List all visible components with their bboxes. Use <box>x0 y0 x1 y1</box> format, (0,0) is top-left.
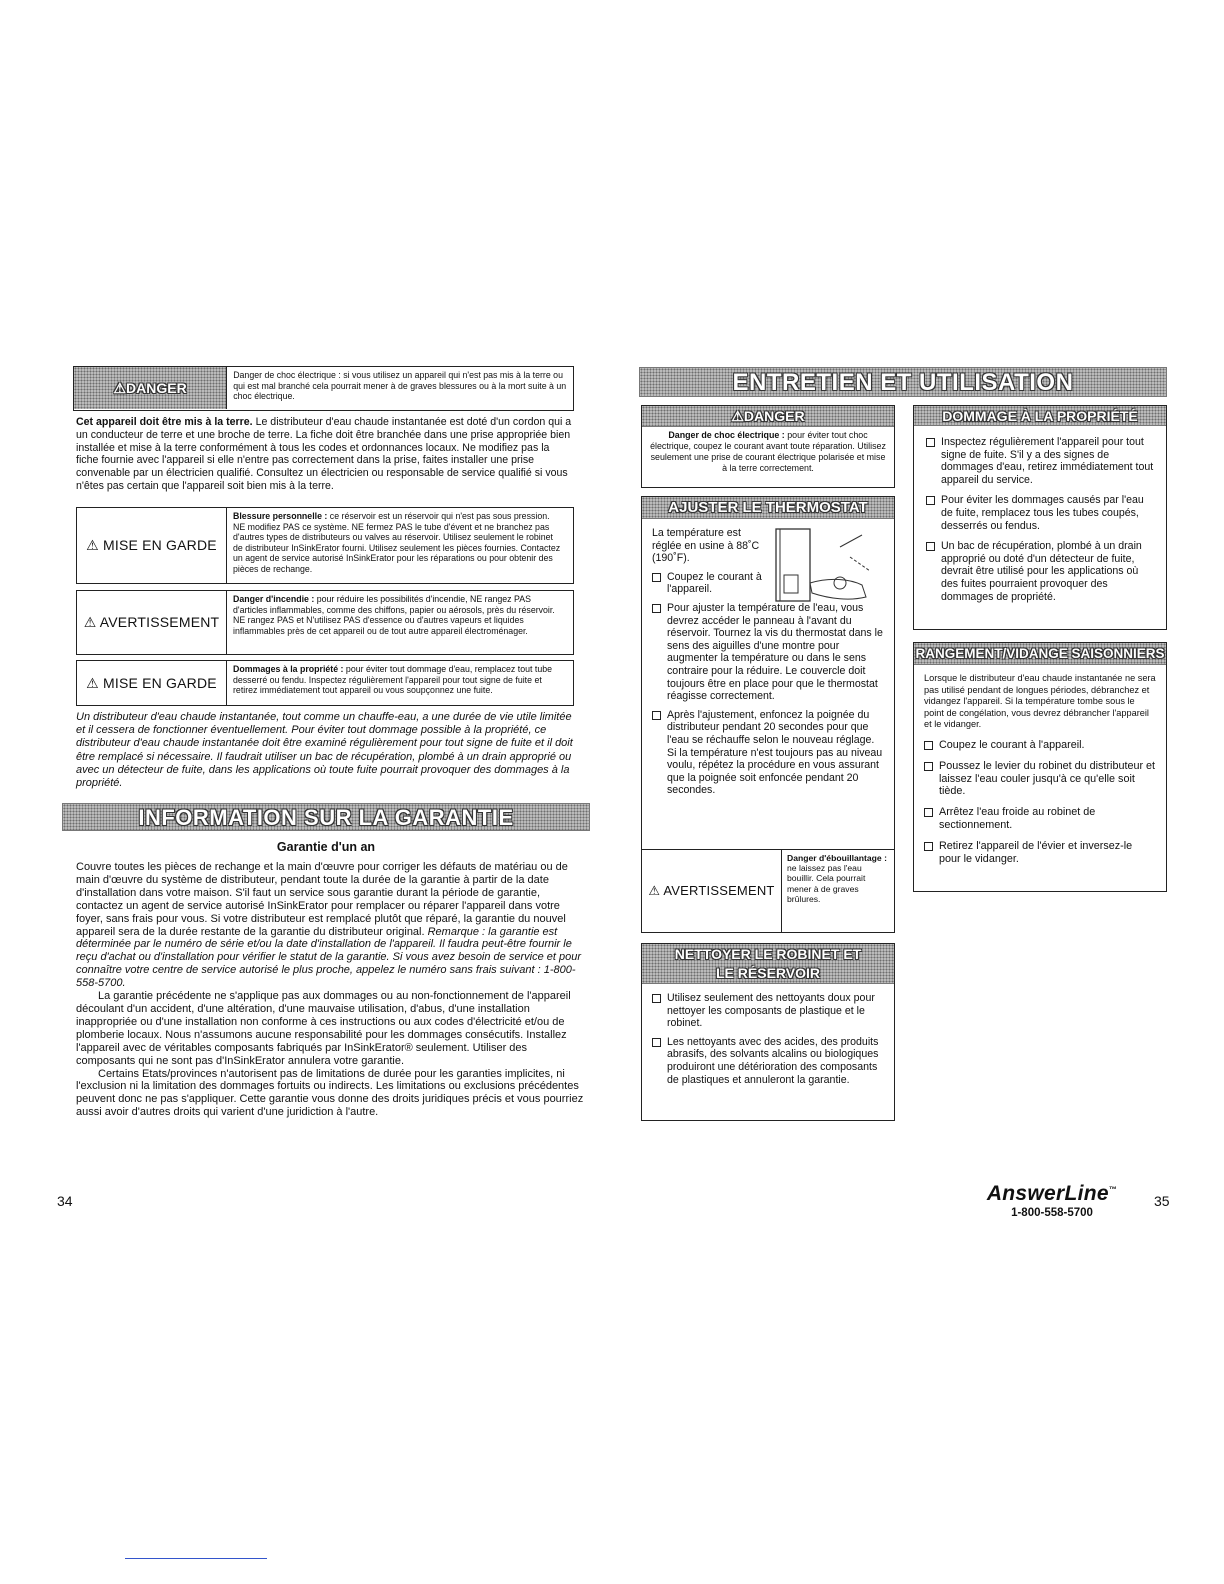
answerline-tm: ™ <box>1108 1185 1118 1194</box>
danger-text: Danger de choc électrique : si vous utilisez un appareil qui n'est pas mis à la terre ou qui est mal branché cela pourrait mener à de graves blessures ou à la mort suite à un choc électrique. <box>233 370 567 402</box>
footer-rule <box>125 1558 267 1559</box>
property-section <box>913 405 1167 630</box>
scald-warning-text: Danger d'ébouillantage : ne laissez pas l'eau bouillir. Cela pourrait mener à de graves brûlures. <box>787 853 887 904</box>
thermostat-intro: La température est réglée en usine à 88˚C (190˚F). <box>652 527 760 565</box>
thermostat-section <box>641 496 895 933</box>
answerline-logo <box>982 1182 1122 1219</box>
clean-section <box>641 943 895 1121</box>
property-item: Un bac de récupération, plombé à un drain approprié ou doté d'un détecteur de fuite, devrait être utilisé pour les applications où des fuites pourraient provoquer des dommages de propriété. <box>926 540 1156 603</box>
seasonal-banner: RANGEMENT/VIDANGE SAISONNIERS <box>914 643 1166 665</box>
seasonal-item: Poussez le levier du robinet du distributeur et laissez l'eau couler jusqu'à ce qu'elle soit tiède. <box>924 760 1156 798</box>
warning-label: ⚠ MISE EN GARDE <box>77 508 227 583</box>
warning-box-injury <box>76 507 574 584</box>
thermostat-banner: AJUSTER LE THERMOSTAT <box>642 497 894 519</box>
right-danger-box <box>641 405 895 488</box>
answerline-phone: 1-800-558-5700 <box>1011 1207 1093 1219</box>
thermostat-step-1: Coupez le courant à l'appareil. <box>652 571 777 596</box>
checkbox-icon <box>652 711 661 720</box>
scald-warning-box <box>642 849 894 932</box>
clean-banner: NETTOYER LE ROBINET ET LE RÉSERVOIR <box>642 944 894 984</box>
seasonal-item: Retirez l'appareil de l'évier et inversez-le pour le vidanger. <box>924 840 1156 866</box>
checkbox-icon <box>652 1038 661 1047</box>
clean-item: Utilisez seulement des nettoyants doux pour nettoyer les composants de plastique et le robinet. <box>652 992 884 1030</box>
right-danger-text: Danger de choc électrique : pour éviter tout choc électrique, coupez le courant avant toute réparation. Utilisez seulement une prise de courant électrique polarisée et mise à la terre correctement. <box>650 430 886 473</box>
property-item: Inspectez régulièrement l'appareil pour tout signe de fuite. S'il y a des signes de dommages d'eau, retirez immédiatement tout appareil du service. <box>926 436 1156 486</box>
checkbox-icon <box>924 842 933 851</box>
warranty-body <box>76 861 588 1119</box>
property-item: Pour éviter les dommages causés par l'eau de fuite, remplacez tous les tubes coupés, desserrés ou fendus. <box>926 494 1156 532</box>
warning-box-property <box>76 660 574 706</box>
checkbox-icon <box>924 808 933 817</box>
warning-text: Blessure personnelle : ce réservoir est un réservoir qui n'est pas sous pression. NE modifiez PAS ce système. NE fermez PAS le tube d'évent et ne branchez pas d'autres types de distributeurs ou valves au réservoir. Utilisez seulement le robinet de distributeur InSinkErator fourni. Utilisez seulement les pièces fournies. Contactez un agent de service autorisé InSinkErator pour les réparations ou pour obtenir des pièces de rechange. <box>233 511 561 574</box>
warning-text: Dommages à la propriété : pour éviter tout dommage d'eau, remplacez tout tube desserré ou fendu. Inspectez régulièrement l'appareil pour tout signe de fuite et retirez immédiatement tout appareil ou vous soupçonnez une fuite. <box>233 664 553 696</box>
page-number-left: 34 <box>57 1193 73 1209</box>
property-banner: DOMMAGE À LA PROPRIÉTÉ <box>914 406 1166 426</box>
thermostat-step-3: Après l'ajustement, enfoncez la poignée du distributeur pendant 20 secondes pour que l'eau se réchauffe selon le nouveau réglage. Si la température n'est toujours pas au niveau voulu, répétez la procédure en vous assurant que la poignée soit enfoncée pendant 20 secondes. <box>652 709 884 797</box>
lifespan-note: Un distributeur d'eau chaude instantanée, tout comme un chauffe-eau, a une durée de vie utile limitée et il cessera de fonctionner éventuellement. Pour éviter tout dommage possible à la propriété, ce distributeur d'eau chaude instantanée doit être examiné régulièrement pour tout signe de fuite et il doit être remplacé si nécessaire. Il faudrait utiliser un bac de récupération, plombé à un drain approprié ou avec un détecteur de fuite, dans les applications où toute fuite pourrait provoquer des dommages à la propriété. <box>76 711 573 790</box>
thermostat-step-2: Pour ajuster la température de l'eau, vous devrez accéder le panneau à l'avant du réservoir. Tournez la vis du thermostat dans le sens des aiguilles d'une montre pour augmenter la température ou dans le sens contraire pour la réduire. Le couvercle doit toujours être en place pour que le thermostat réagisse correctement. <box>652 602 884 703</box>
right-danger-badge: ⚠DANGER <box>642 406 894 427</box>
warning-box-fire <box>76 590 574 655</box>
checkbox-icon <box>652 573 661 582</box>
warranty-paragraph-1: Couvre toutes les pièces de rechange et la main d'œuvre pour corriger les défauts de matériau ou de main d'œuvre du système de distributeur, pendant toute la durée de la garantie à partir de la date d'installation dans votre maison. S'il faut un service sous garantie durant la période de garantie, contactez un agent de service autorisé InSinkErator pour remplacer ou réparer l'appareil dans votre foyer, sans frais pour vous. Si votre distributeur est remplacé plutôt que réparé, la garantie du nouvel appareil sera de la durée restante de la garantie du distributeur original. Remarque : la garantie est déterminée par le numéro de série et/ou la date d'installation de l'appareil. Il faudra peut-être fournir le reçu d'achat ou d'installation pour vérifier le statut de la garantie. Si vous avez besoin de service et pour connaître votre centre de service autorisé le plus proche, appelez le numéro sans frais suivant : 1-800-558-5700. <box>76 861 581 990</box>
warning-label: ⚠ MISE EN GARDE <box>77 661 227 705</box>
thermostat-illustration-icon <box>770 527 880 607</box>
checkbox-icon <box>926 542 935 551</box>
maintenance-banner: ENTRETIEN ET UTILISATION <box>639 367 1167 397</box>
checkbox-icon <box>926 438 935 447</box>
answerline-brand: AnswerLine <box>986 1182 1109 1205</box>
checkbox-icon <box>652 994 661 1003</box>
checkbox-icon <box>924 762 933 771</box>
seasonal-section <box>913 642 1167 892</box>
warranty-title: Garantie d'un an <box>276 840 376 854</box>
page-number-right: 35 <box>1154 1193 1170 1209</box>
warranty-banner: INFORMATION SUR LA GARANTIE <box>62 803 590 831</box>
checkbox-icon <box>926 496 935 505</box>
seasonal-item: Coupez le courant à l'appareil. <box>924 739 1156 752</box>
warning-text: Danger d'incendie : pour réduire les possibilités d'incendie, NE rangez PAS d'articles inflammables, comme des chiffons, papier ou aérosols, près du réservoir. NE rangez PAS et N'utilisez PAS d'essence ou d'autres vapeurs et liquides inflammables près de cet appareil ou de tout autre appareil électroménager. <box>233 594 555 636</box>
seasonal-item: Arrêtez l'eau froide au robinet de sectionnement. <box>924 806 1156 832</box>
ground-paragraph: Cet appareil doit être mis à la terre. Le distributeur d'eau chaude instantanée est doté d'un cordon qui a un conducteur de terre et une broche de terre. La fiche doit être branchée dans une prise appropriée bien installée et mise à la terre conformément à tous les codes et ordonnances locaux. Ne modifiez pas la fiche fournie avec l'appareil si elle n'entre pas correctement dans la prise, faites installer une prise convenable par un électricien qualifié. Consultez un électricien ou responsable de service qualifié si vous n'êtes pas certain que l'appareil soit bien mis à la terre. <box>76 416 572 492</box>
danger-badge: ⚠DANGER <box>74 367 227 409</box>
warranty-paragraph-2: La garantie précédente ne s'applique pas aux dommages ou au non-fonctionnement de l'appareil découlant d'un accident, d'une altération, d'une mauvaise utilisation, d'abus, d'une installation inappropriée ou d'une installation non conforme à ces instructions ou aux codes d'électricité et/ou de plomberie locaux. Nous n'assumons aucune responsabilité pour les dommages consécutifs. Installez l'appareil avec de véritables composants fabriqués par InSinkErator® seulement. Utiliser des composants qui ne sont pas d'InSinkErator annulera votre garantie. <box>76 990 571 1067</box>
warning-label: ⚠ AVERTISSEMENT <box>77 591 227 654</box>
checkbox-icon <box>924 741 933 750</box>
seasonal-intro: Lorsque le distributeur d'eau chaude instantanée ne sera pas utilisé pendant de longues périodes, débranchez et vidangez l'appareil. Si la température tombe sous le point de congélation, vous devrez débrancher l'appareil et le vidanger. <box>924 673 1156 730</box>
danger-box <box>73 366 574 411</box>
clean-item: Les nettoyants avec des acides, des produits abrasifs, des solvants alcalins ou biologiques produiront une détérioration des composants de plastiques et annuleront la garantie. <box>652 1036 884 1086</box>
checkbox-icon <box>652 604 661 613</box>
warranty-paragraph-3: Certains Etats/provinces n'autorisent pas de limitations de durée pour les garanties implicites, ni l'exclusion ni la limitation des dommages fortuits ou indirects. Les limitations ou exclusions précédentes peuvent donc ne pas s'appliquer. Cette garantie vous donne des droits juridiques précis et vous pourriez aussi avoir d'autres droits qui varient d'une juridiction à l'autre. <box>76 1067 584 1119</box>
scald-warning-label: ⚠ AVERTISSEMENT <box>642 850 782 932</box>
